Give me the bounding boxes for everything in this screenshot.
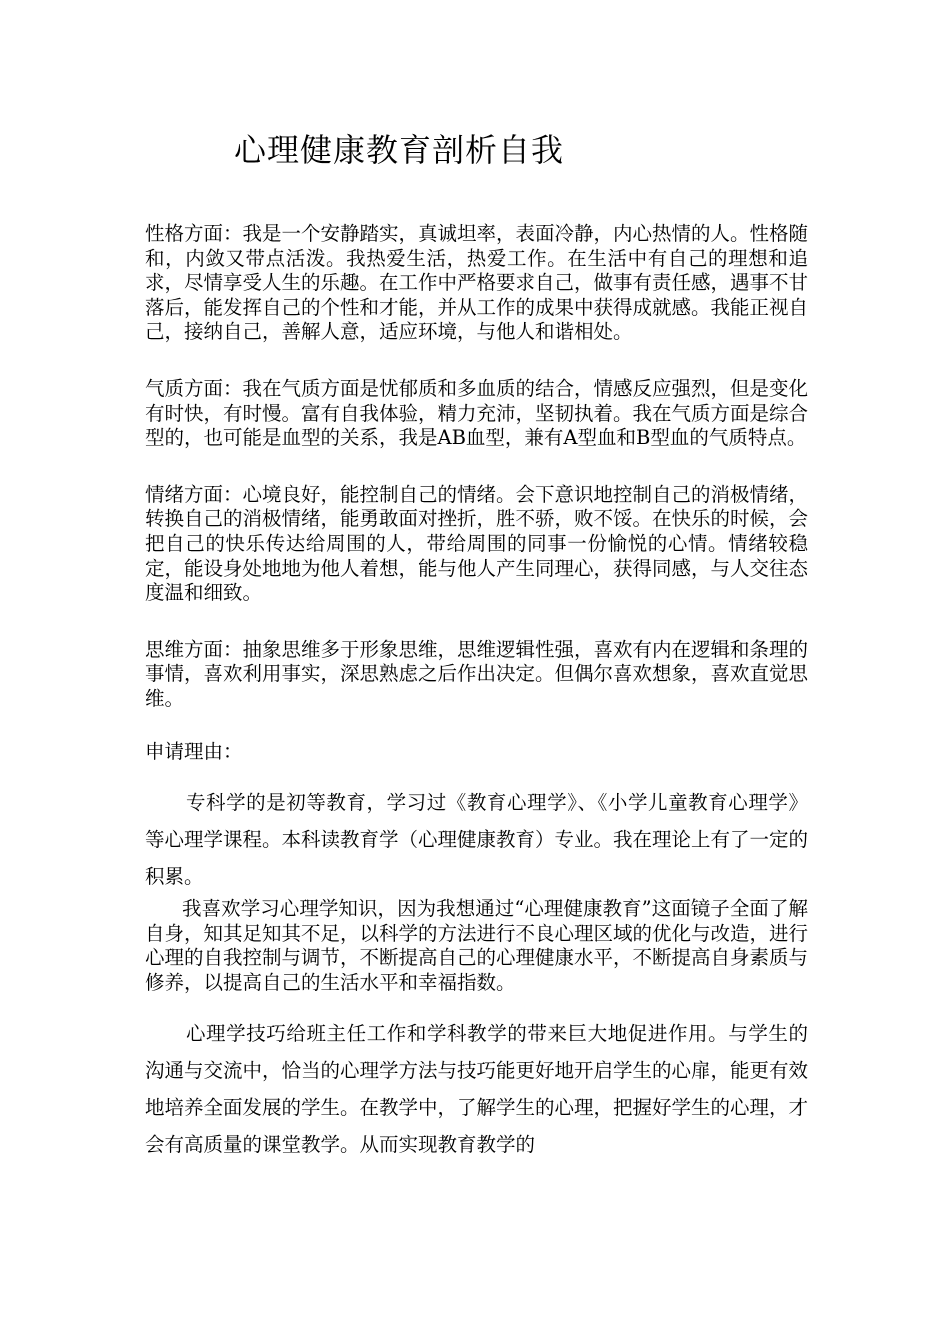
section-label-reason: 申请理由：: [145, 739, 243, 763]
paragraph-personality: 性格方面：我是一个安静踏实，真诚坦率，表面冷静，内心热情的人。性格随和，内敛又带点活泼。我热爱生活，热爱工作。在生活中有自己的理想和追求，尽情享受人生的乐趣。在工作中严格要求自己，做事有责任感，遇事不甘落后，能发挥自己的个性和才能，并从工作的成果中获得成就感。我能正视自己，接纳自己，善解人意，适应环境，与他人和谐相处。: [145, 222, 809, 344]
paragraph-emotion: 情绪方面：心境良好，能控制自己的情绪。会下意识地控制自己的消极情绪，转换自己的消极情绪，能勇敢面对挫折，胜不骄，败不馁。在快乐的时候，会把自己的快乐传达给周围的人，带给周围的同事一份愉悦的心情。情绪较稳定，能设身处地地为他人着想，能与他人产生同理心，获得同感，与人交往态度温和细致。: [145, 482, 809, 605]
document-title: 心理健康教育剖析自我: [234, 131, 565, 169]
document-body: [145, 222, 808, 1163]
paragraph-reason-2: 我喜欢学习心理学知识，因为我想通过“心理健康教育”这面镜子全面了解自身，知其足知其不足，以科学的方法进行不良心理区域的优化与改造，进行心理的自我控制与调节，不断提高自己的心理健康水平，不断提高自身素质与修养，以提高自己的生活水平和幸福指数。: [145, 897, 809, 994]
paragraph-temperament: 气质方面：我在气质方面是忧郁质和多血质的结合，情感反应强烈，但是变化有时快，有时慢。富有自我体验，精力充沛，坚韧执着。我在气质方面是综合型的，也可能是血型的关系，我是AB血型，兼有A型血和B型血的气质特点。: [145, 376, 809, 450]
paragraph-reason-1: 专科学的是初等教育，学习过《教育心理学》、《小学儿童教育心理学》等心理学课程。本科读教育学（心理健康教育）专业。我在理论上有了一定的积累。: [145, 791, 809, 889]
paragraph-reason-3: 心理学技巧给班主任工作和学科教学的带来巨大地促进作用。与学生的沟通与交流中，恰当的心理学方法与技巧能更好地开启学生的心扉，能更有效地培养全面发展的学生。在教学中，了解学生的心理，把握好学生的心理，才会有高质量的课堂教学。从而实现教育教学的: [145, 1022, 809, 1157]
paragraph-thinking: 思维方面：抽象思维多于形象思维，思维逻辑性强，喜欢有内在逻辑和条理的事情，喜欢利用事实，深思熟虑之后作出决定。但偶尔喜欢想象，喜欢直觉思维。: [145, 637, 809, 710]
